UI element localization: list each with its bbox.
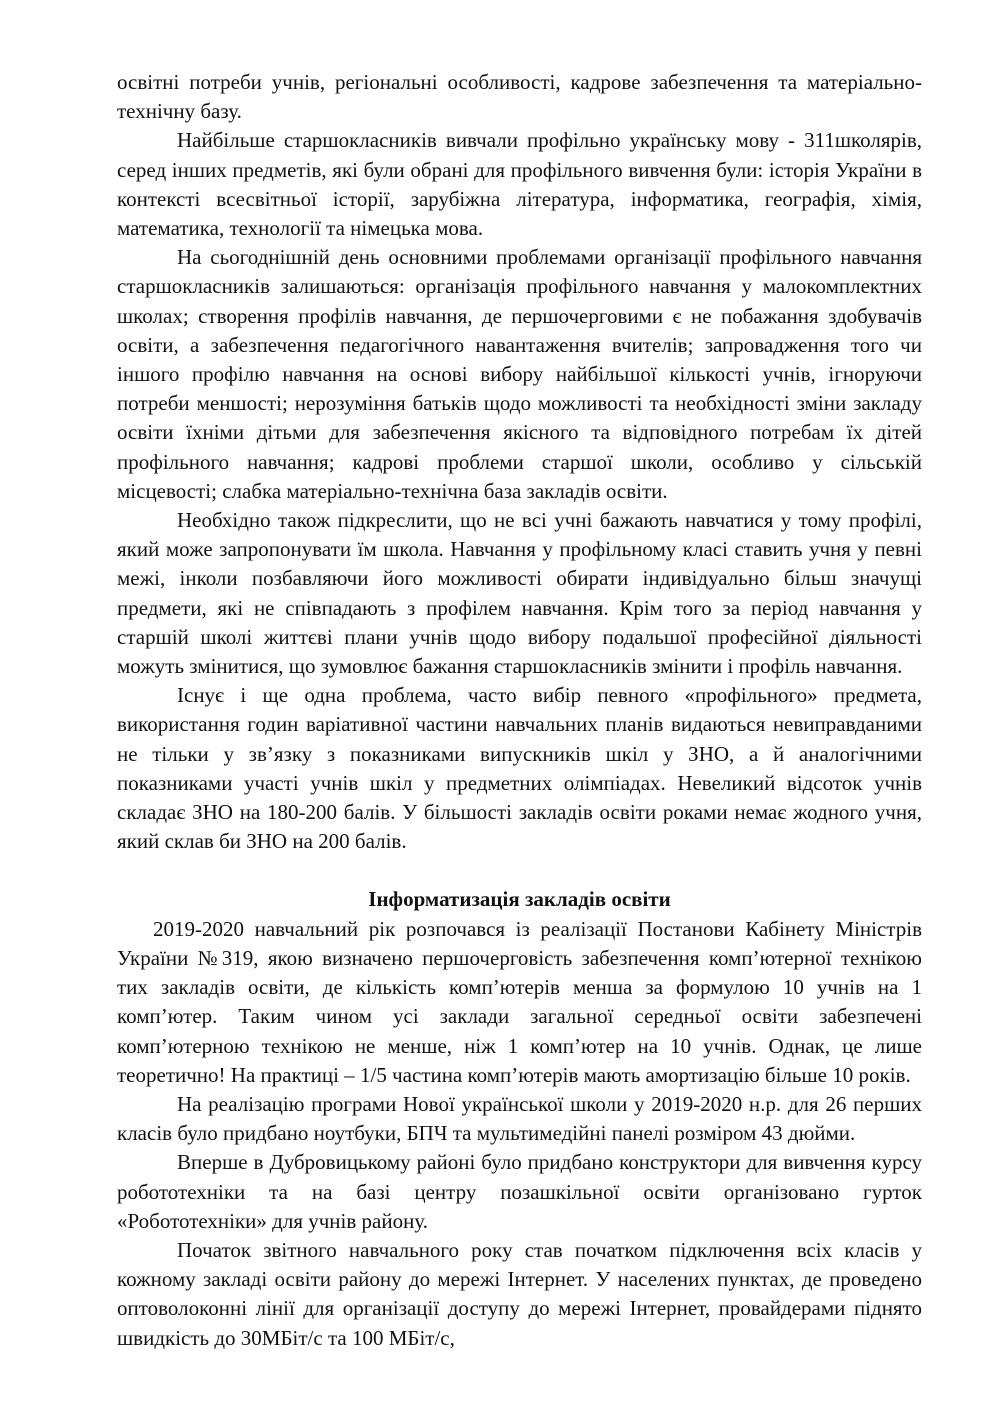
paragraph-student-choice: Необхідно також підкреслити, що не всі учні бажають навчатися у тому профілі, який може запропонувати їм школа. Навчання у профільному класі ставить учня у певні межі, інколи позбавляючи його можливості обирати індивідуально більш значущі предмети, які не співпадають з профілем навчання. Крім того за період навчання у старшій школі життєві плани учнів щодо вибору подальшої професійної діяльності можуть змінитися, що зумовлює бажання старшокласників змінити і профіль навчання. bbox=[117, 508, 922, 679]
paragraph-cabinet-resolution: 2019-2020 навчальний рік розпочався із реалізації Постанови Кабінету Міністрів України №319, якою визначено першочерговість забезпечення комп’ютерної технікою тих закладів освіти, де кількість комп’ютерів менша за формулою 10 учнів на 1 комп’ютер. Таким чином усі заклади загальної середньої освіти забезпечені комп’ютерною технікою не менше, ніж 1 комп’ютер на 10 учнів. Однак, це лише теоретично! На практиці – 1/5 частина комп’ютерів мають амортизацію більше 10 років. bbox=[117, 916, 922, 1087]
section-heading: Інформатизація закладів освіти bbox=[368, 887, 671, 912]
paragraph-continuation: освітні потреби учнів, регіональні особливості, кадрове забезпечення та матеріально-технічну базу. bbox=[117, 70, 922, 124]
paragraph-nush-equipment: На реалізацію програми Нової української школи у 2019-2020 н.р. для 26 перших класів було придбано ноутбуки, БПЧ та мультимедійні панелі розміром 43 дюйми. bbox=[117, 1091, 922, 1146]
document-page bbox=[117, 68, 922, 1353]
paragraph-robotics: Вперше в Дубровицькому районі було придбано конструктори для вивчення курсу робототехніки та на базі центру позашкільної освіти організовано гурток «Робототехніки» для учнів району. bbox=[117, 1150, 922, 1233]
paragraph-profile-subjects: Найбільше старшокласників вивчали профільно українську мову - 311школярів, серед інших предметів, які були обрані для профільного вивчення були: історія України в контексті всесвітньої історії, зарубіжна література, інформатика, географія, хімія, математика, технології та німецька мова. bbox=[117, 128, 922, 241]
paragraph-internet: Початок звітного навчального року став початком підключення всіх класів у кожному закладі освіти району до мережі Інтернет. У населених пунктах, де проведено оптоволоконні лінії для організації доступу до мережі Інтернет, провайдерами піднято швидкість до 30МБіт/с та 100 МБіт/с, bbox=[117, 1237, 922, 1350]
paragraph-zno-problem: Існує і ще одна проблема, часто вибір певного «профільного» предмета, використання годин варіативної частини навчальних планів видаються невиправданими не тільки у зв’язку з показниками випускників шкіл у ЗНО, а й аналогічними показниками участі учнів шкіл у предметних олімпіадах. Невеликий відсоток учнів складає ЗНО на 180-200 балів. У більшості закладів освіти роками немає жодного учня, який склав би ЗНО на 200 балів. bbox=[117, 683, 922, 854]
paragraph-profile-problems: На сьогоднішній день основними проблемами організації профільного навчання старшокласників залишаються: організація профільного навчання у малокомплектних школах; створення профілів навчання, де першочерговими є не побажання здобувачів освіти, а забезпечення педагогічного навантаження вчителів; запровадження того чи іншого профілю навчання на основі вибору найбільшої кількості учнів, ігноруючи потреби меншості; нерозуміння батьків щодо можливості та необхідності зміни закладу освіти їхніми дітьми для забезпечення якісного та відповідного потребам їх дітей профільного навчання; кадрові проблеми старшої школи, особливо у сільській місцевості; слабка матеріально-технічна база закладів освіти. bbox=[117, 245, 922, 503]
